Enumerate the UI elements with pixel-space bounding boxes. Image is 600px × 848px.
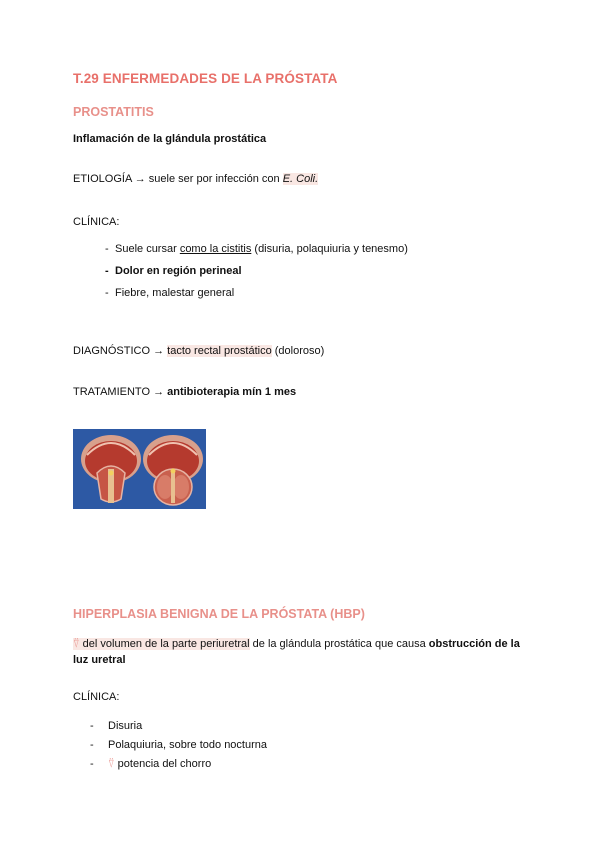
clinica-label: CLÍNICA: — [73, 216, 120, 228]
arrow-icon: → — [153, 345, 165, 357]
tratamiento-line — [73, 386, 296, 398]
hbp-clinica-label: CLÍNICA: — [73, 691, 120, 703]
etiologia-agent: E. Coli. — [282, 173, 319, 185]
diagnostico-highlight: tacto rectal prostático — [167, 345, 272, 357]
hbp-def-bold-1: obstrucción de la — [428, 638, 520, 650]
list-item-text: Fiebre, malestar general — [115, 287, 235, 299]
list-item: - Suele cursar como la cistitis (disuria, polaquiuria y tenesmo) — [105, 243, 408, 255]
diagnostico-line — [73, 345, 324, 357]
prostate-anatomy-icon — [73, 429, 206, 509]
etiologia-line — [73, 173, 318, 185]
list-dash: - — [90, 720, 94, 732]
hbp-def-bold-2: luz uretral — [73, 654, 126, 666]
diagnostico-label: DIAGNÓSTICO — [73, 345, 151, 357]
tratamiento-label: TRATAMIENTO — [73, 386, 150, 398]
hbp-def-highlight: del volumen de la parte periuretral — [79, 638, 250, 650]
section-heading-prostatitis: PROSTATITIS — [73, 105, 154, 119]
hbp-definition — [73, 636, 533, 668]
section-heading-hbp: HIPERPLASIA BENIGNA DE LA PRÓSTATA (HBP) — [73, 607, 365, 621]
list-item-text — [108, 758, 211, 771]
tratamiento-text: antibioterapia mín 1 mes — [167, 386, 297, 398]
decrease-symbol-icon: ⍢ — [73, 638, 80, 650]
etiologia-text: suele ser por infección con — [145, 173, 283, 185]
list-item-text: Suele cursar — [115, 243, 180, 255]
diagnostico-suffix: (doloroso) — [271, 345, 325, 357]
list-item-text: Polaquiuria, sobre todo nocturna — [108, 739, 267, 751]
list-item: - Dolor en región perineal — [105, 265, 242, 277]
prostatitis-definition: Inflamación de la glándula prostática — [73, 133, 267, 145]
arrow-icon: → — [153, 386, 165, 398]
list-item-text: Dolor en región perineal — [115, 265, 242, 277]
etiologia-label: ETIOLOGÍA — [73, 173, 132, 185]
list-item-suffix: (disuria, polaquiuria y tenesmo) — [251, 243, 408, 255]
list-item-text: Disuria — [108, 720, 143, 732]
decrease-symbol-icon: ⍢ — [108, 758, 115, 770]
prostate-illustration — [73, 429, 206, 509]
arrow-icon: → — [134, 173, 146, 185]
list-dash: - — [90, 758, 94, 770]
list-item: - Fiebre, malestar general — [105, 287, 235, 299]
list-item-underlined: como la cistitis — [179, 243, 252, 255]
list-item-label: potencia del chorro — [117, 758, 212, 770]
hbp-def-middle: de la glándula prostática que causa — [249, 638, 429, 650]
page-title: T.29 ENFERMEDADES DE LA PRÓSTATA — [73, 71, 338, 86]
list-dash: - — [90, 739, 94, 751]
